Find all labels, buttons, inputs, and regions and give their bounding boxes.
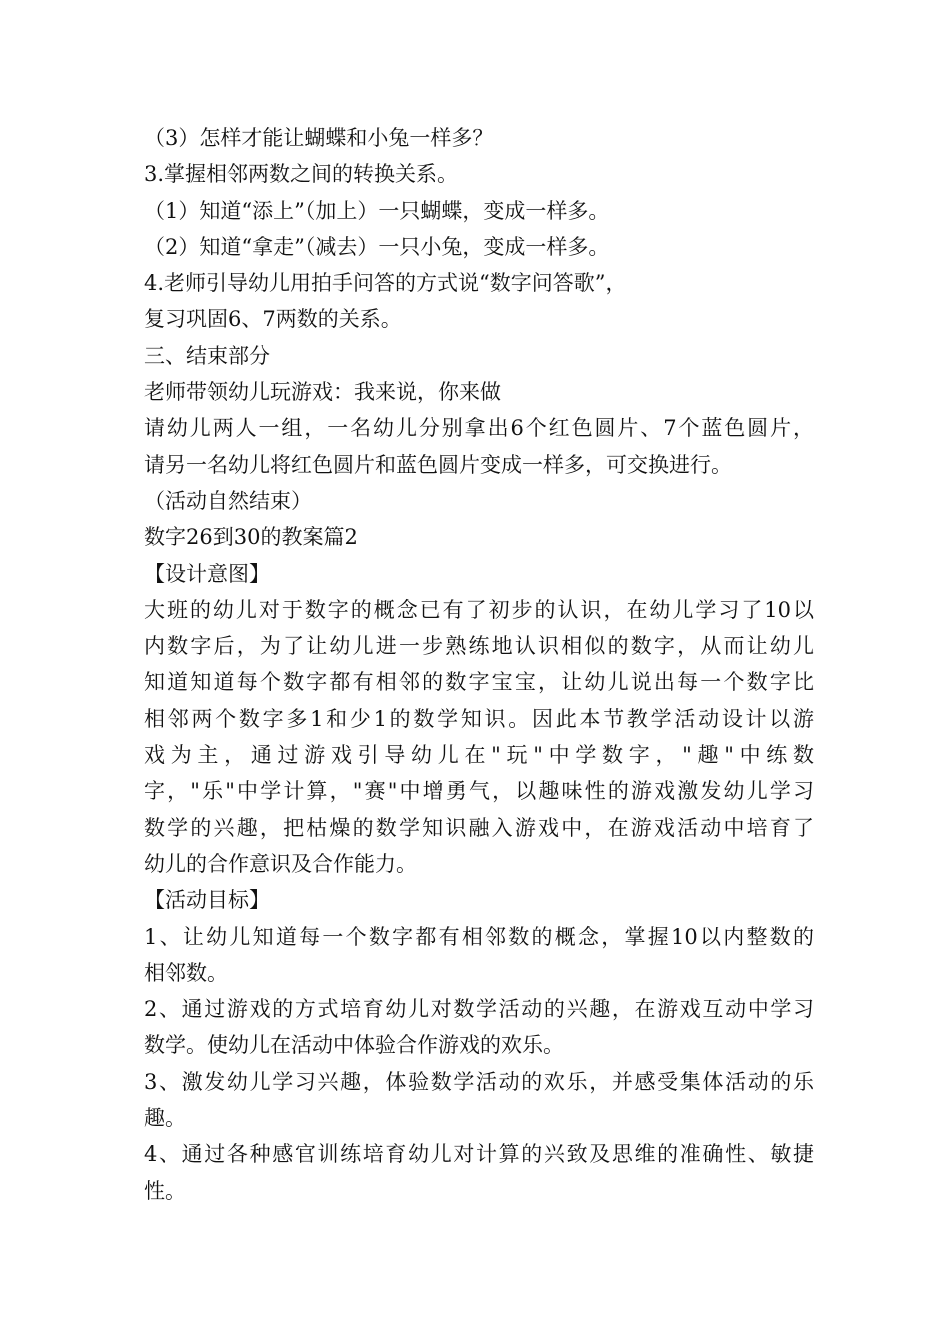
text-line: 相邻两个数字多1和少1的数学知识。因此本节教学活动设计以游 xyxy=(144,706,814,731)
text-line: 幼儿的合作意识及合作能力。 xyxy=(144,851,417,876)
text-line: 数学的兴趣，把枯燥的数学知识融入游戏中，在游戏活动中培育了 xyxy=(144,815,814,840)
text-line: 字，"乐"中学计算，"赛"中增勇气，以趣味性的游戏激发幼儿学习 xyxy=(144,779,814,804)
text-line: 4、通过各种感官训练培育幼儿对计算的兴致及思维的准确性、敏捷 xyxy=(144,1142,814,1167)
text-line: 老师带领幼儿玩游戏：我来说，你来做 xyxy=(144,380,501,405)
text-line: 3.掌握相邻两数之间的转换关系。 xyxy=(144,162,459,187)
text-line: 复习巩固6、7两数的关系。 xyxy=(144,307,402,332)
section-heading: 【活动目标】 xyxy=(144,888,270,913)
text-line: 戏为主，通过游戏引导幼儿在"玩"中学数字，"趣"中练数 xyxy=(144,743,814,768)
text-line: 4.老师引导幼儿用拍手问答的方式说“数字问答歌”， xyxy=(144,271,627,296)
document-body xyxy=(144,120,814,1209)
text-line: 趣。 xyxy=(144,1106,186,1131)
text-line: 内数字后，为了让幼儿进一步熟练地认识相似的数字，从而让幼儿 xyxy=(144,634,814,659)
text-line: 请另一名幼儿将红色圆片和蓝色圆片变成一样多，可交换进行。 xyxy=(144,452,732,477)
text-line: （活动自然结束） xyxy=(144,488,312,513)
text-line: 知道知道每个数字都有相邻的数字宝宝，让幼儿说出每一个数字比 xyxy=(144,670,814,695)
section-heading: 【设计意图】 xyxy=(144,561,270,586)
text-line: （3）怎样才能让蝴蝶和小兔一样多？ xyxy=(144,126,494,150)
article-title: 数字26到30的教案篇2 xyxy=(144,525,358,550)
text-line: （1）知道“添上”（加上）一只蝴蝶，变成一样多。 xyxy=(144,198,610,223)
text-line: 性。 xyxy=(144,1178,186,1203)
text-line: 2、通过游戏的方式培育幼儿对数学活动的兴趣，在游戏互动中学习 xyxy=(144,997,814,1022)
text-line: （2）知道“拿走”（减去）一只小兔，变成一样多。 xyxy=(144,234,610,259)
text-line: 大班的幼儿对于数字的概念已有了初步的认识，在幼儿学习了10以 xyxy=(144,597,814,622)
text-line: 数学。使幼儿在活动中体验合作游戏的欢乐。 xyxy=(144,1033,564,1058)
text-line: 3、激发幼儿学习兴趣，体验数学活动的欢乐，并感受集体活动的乐 xyxy=(144,1069,814,1094)
text-line: 1、让幼儿知道每一个数字都有相邻数的概念，掌握10以内整数的 xyxy=(144,924,814,949)
section-heading: 三、结束部分 xyxy=(144,343,270,368)
text-line: 相邻数。 xyxy=(144,960,228,985)
text-line: 请幼儿两人一组，一名幼儿分别拿出6个红色圆片、7个蓝色圆片， xyxy=(144,416,814,441)
